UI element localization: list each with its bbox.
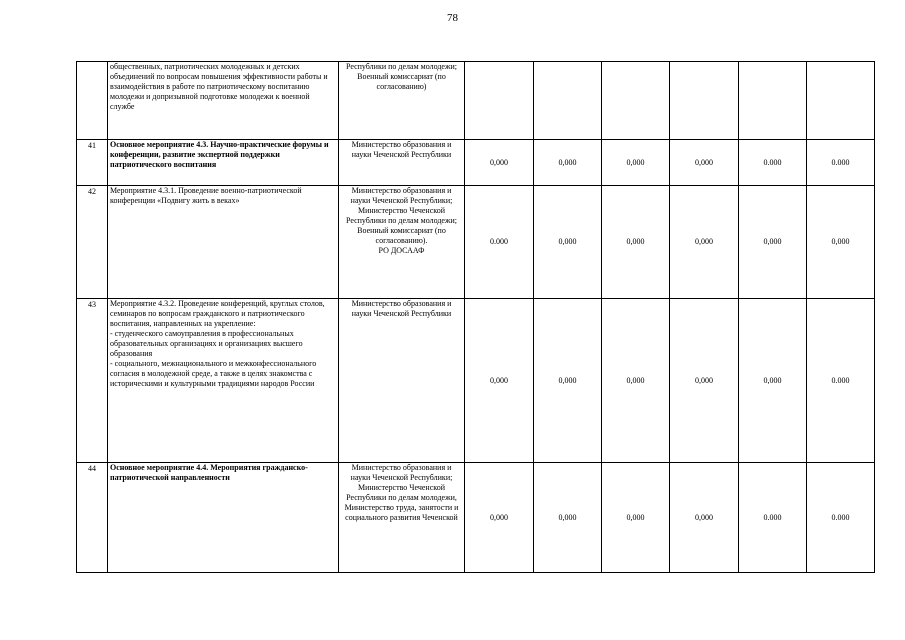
row-number: 44	[77, 463, 108, 573]
row-number: 42	[77, 186, 108, 299]
funding-value: 0.000	[739, 140, 807, 186]
funding-value: 0,000	[602, 299, 670, 463]
funding-value: 0,000	[670, 463, 739, 573]
row-number: 43	[77, 299, 108, 463]
funding-value: 0,000	[670, 186, 739, 299]
funding-value: 0.000	[465, 186, 534, 299]
responsible-executor: Министерство образования и науки Чеченской Республики	[339, 299, 465, 463]
funding-value: 0,000	[534, 299, 602, 463]
activity-description: Основное мероприятие 4.3. Научно-практические форумы и конференции, развитие экспертной поддержки патриотического воспитания	[108, 140, 339, 186]
table-row	[77, 463, 875, 573]
responsible-executor: Республики по делам молодежи; Военный комиссариат (по согласованию)	[339, 62, 465, 140]
funding-value: 0.000	[739, 463, 807, 573]
funding-value: 0,000	[534, 186, 602, 299]
table-row	[77, 186, 875, 299]
funding-value: 0.000	[807, 299, 875, 463]
row-number	[77, 62, 108, 140]
table-row	[77, 62, 875, 140]
table-row	[77, 299, 875, 463]
funding-value: 0,000	[602, 140, 670, 186]
funding-value: 0,000	[465, 299, 534, 463]
funding-value: 0,000	[602, 463, 670, 573]
funding-value	[534, 62, 602, 140]
funding-value	[465, 62, 534, 140]
funding-value	[739, 62, 807, 140]
funding-value: 0,000	[534, 140, 602, 186]
funding-value: 0,000	[670, 299, 739, 463]
program-table	[76, 61, 875, 573]
funding-value: 0,000	[465, 140, 534, 186]
table-row	[77, 140, 875, 186]
row-number: 41	[77, 140, 108, 186]
funding-value: 0,000	[739, 299, 807, 463]
activity-description: Мероприятие 4.3.2. Проведение конференций, круглых столов, семинаров по вопросам гражданского и патриотического воспитания, направленных на укрепление: - студенческого самоуправления в профессиональных образовательных организациях и организациях высшего образования - социального, межнационального и межконфессионального согласия в молодежной среде, а также в целях знакомства с историческими и культурными традициями народов России	[108, 299, 339, 463]
funding-value: 0,000	[670, 140, 739, 186]
funding-value: 0,000	[602, 186, 670, 299]
activity-description: Мероприятие 4.3.1. Проведение военно-патриотической конференции «Подвигу жить в веках»	[108, 186, 339, 299]
responsible-executor: Министерство образования и науки Чеченской Республики; Министерство Чеченской Республики по делам молодежи, Министерство труда, занятости и социального развития Чеченской	[339, 463, 465, 573]
funding-value	[807, 62, 875, 140]
funding-value: 0,000	[534, 463, 602, 573]
funding-value: 0.000	[807, 140, 875, 186]
funding-value	[602, 62, 670, 140]
responsible-executor: Министерство образования и науки Чеченской Республики	[339, 140, 465, 186]
funding-value	[670, 62, 739, 140]
funding-value: 0,000	[465, 463, 534, 573]
page-number: 78	[447, 12, 458, 24]
funding-value: 0,000	[739, 186, 807, 299]
funding-value: 0.000	[807, 463, 875, 573]
activity-description: общественных, патриотических молодежных и детских объединений по вопросам повышения эффективности работы и взаимодействия в работе по патриотическому воспитанию молодежи и допризывной подготовке молодежи к военной службе	[108, 62, 339, 140]
activity-description: Основное мероприятие 4.4. Мероприятия гражданско-патриотической направленности	[108, 463, 339, 573]
responsible-executor: Министерство образования и науки Чеченской Республики; Министерство Чеченской Республики по делам молодежи; Военный комиссариат (по согласованию). РО ДОСААФ	[339, 186, 465, 299]
funding-value: 0,000	[807, 186, 875, 299]
